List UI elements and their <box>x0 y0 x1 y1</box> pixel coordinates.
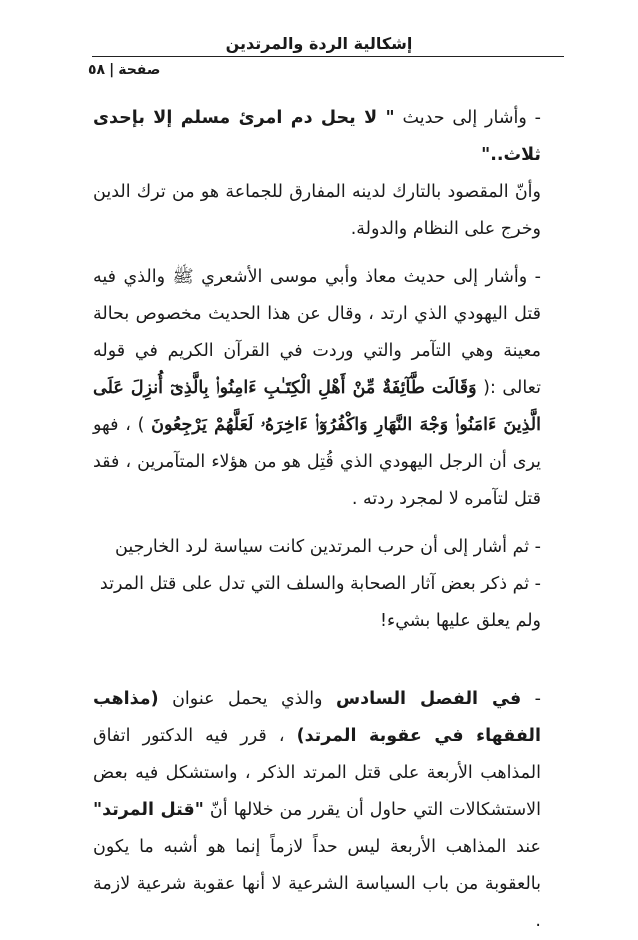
paragraph-companions-traditions <box>93 566 541 603</box>
page-number: ٥٨ <box>88 62 106 78</box>
text-run: ، قرر فيه الدكتور اتفاق المذاهب الأربعة على قتل المرتد الذكر ، واستشكل فيه بعض الاستشكالات التي حاول أن يقرر من خلالها أنّ <box>93 726 542 820</box>
running-header-title: إشكالية الردة والمرتدين <box>225 34 413 53</box>
text-run: ولم يعلق عليها بشيء! <box>379 611 541 631</box>
quran-verse: وَقَالَت طَّآئِفَةٌ مِّنْ أَهْلِ الْكِتَـٰبِ ءَامِنُوا۟ بِالَّذِىٓ أُنزِلَ عَلَى الَّذِينَ ءَامَنُوا۟ وَجْهَ النَّهَارِ وَاكْفُرُوٓا۟ ءَاخِرَهُۥ لَعَلَّهُمْ يَرْجِعُونَ <box>93 378 542 435</box>
page-label: صفحة <box>118 62 161 78</box>
text-run: - وأشار إلى حديث معاذ وأبي موسى الأشعري ﷺ والذي فيه قتل اليهودي الذي ارتد ، وقال عن هذا الحديث مخصوص بحالة معينة وهي التآمر والتي وردت في القرآن الكريم في قوله تعالى :( <box>93 267 541 398</box>
text-run: وأنّ المقصود بالتارك لدينه المفارق للجماعة هو من ترك الدين وخرج على النظام والدولة. <box>93 182 541 239</box>
text-run: عند المذاهب الأربعة ليس حداً لازماً إنما هو أشبه ما يكون بالعقوبة من باب السياسة الشرعية لا أنها عقوبة شرعية لازمة . <box>93 837 541 931</box>
text-run: - ثم أشار إلى أن حرب المرتدين كانت سياسة لرد الخارجين <box>115 537 541 557</box>
paragraph-no-comment <box>93 603 541 640</box>
chapter-title: (مذاهب الفقهاء في عقوبة المرتد) <box>93 689 541 746</box>
chapter-reference: في الفصل السادس <box>335 689 522 709</box>
header-divider <box>92 56 564 57</box>
text-run: - ثم ذكر بعض آثار الصحابة والسلف التي تدل على قتل المرتد <box>99 574 541 594</box>
hadith-quote: " لا يحل دم امرئ مسلم إلا بإحدى ثلاث.." <box>93 108 541 165</box>
text-run: - <box>521 689 541 709</box>
paragraph-war-policy <box>93 529 541 566</box>
page-number-block <box>88 62 168 78</box>
page-number-separator: | <box>109 62 115 78</box>
paragraph-meaning <box>93 174 541 248</box>
paragraph-muadh-hadith <box>93 259 541 518</box>
text-run: والذي يحمل عنوان <box>158 689 336 709</box>
text-run: ) ، فهو يرى أن الرجل اليهودي الذي قُتِل هو من هؤلاء المتآمرين ، فقد قتل لتآمره لا لمجرد ردته . <box>93 415 541 509</box>
paragraph-hadith-reference <box>93 100 541 174</box>
body-text <box>93 100 541 940</box>
paragraph-sixth-chapter <box>93 681 541 940</box>
emphasized-term: "قتل المرتد" <box>93 800 204 820</box>
text-run: - وأشار إلى حديث <box>394 108 541 128</box>
